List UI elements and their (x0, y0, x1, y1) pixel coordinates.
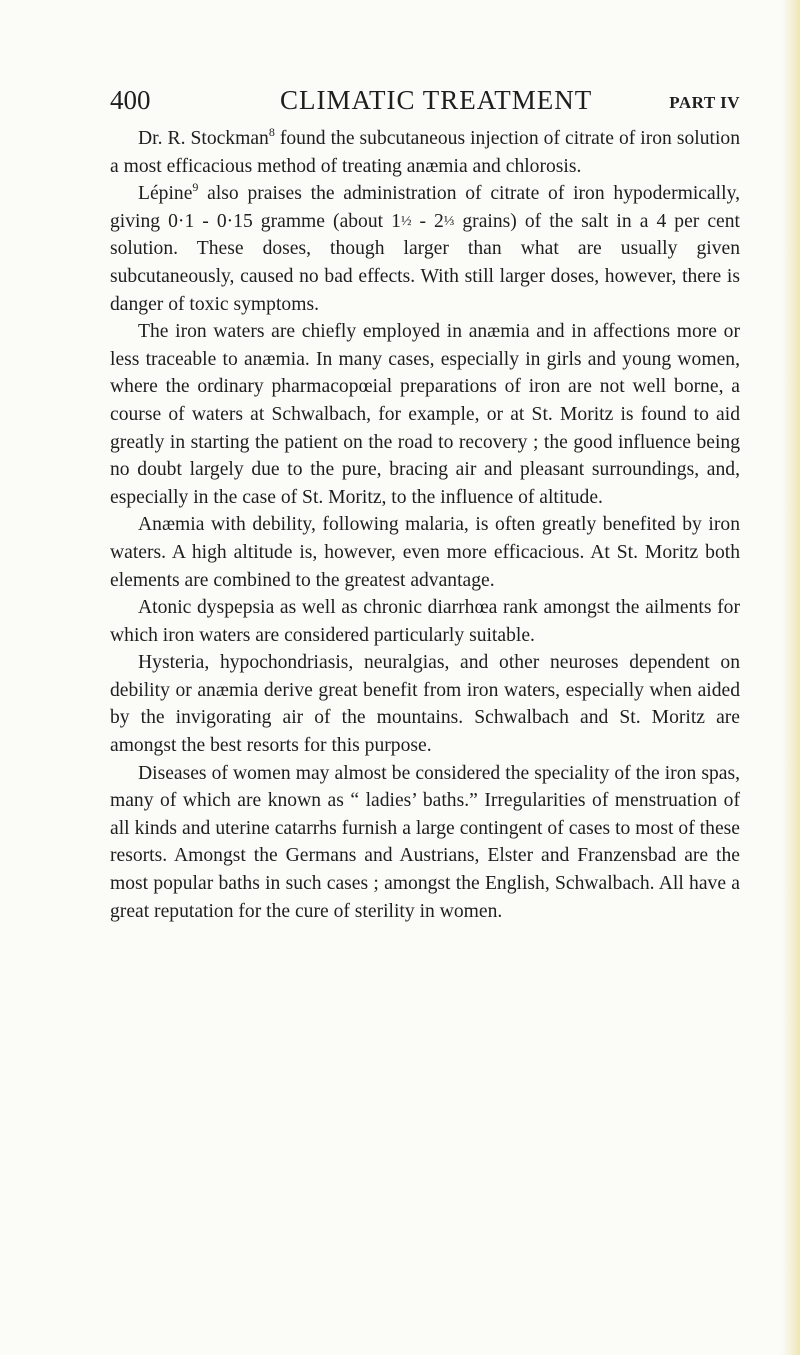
text-run: also praises the administration of citrate of iron hypodermically, giving 0·1 - 0·15 gramme (about 1 (110, 183, 740, 232)
text-run: Hysteria, hypochondriasis, neuralgias, and other neuroses dependent on debility or anæmia derive great benefit from iron waters, especially when aided by the invigorating air of the mountains. Schwalbach and St. Moritz are amongst the best resorts for this purpose. (110, 652, 740, 757)
text-run: grains) of the salt in a 4 per cent solution. These doses, though larger than what are usually given subcutaneously, caused no bad effects. With still larger doses, however, there is danger of toxic symptoms. (110, 210, 740, 315)
paragraph (110, 594, 740, 649)
paragraph (110, 318, 740, 511)
footnote-marker: 9 (192, 180, 199, 195)
running-header (110, 80, 740, 120)
paragraph (110, 125, 740, 180)
text-run: found the subcutaneous injection of citrate of iron solution a most efficacious method of treating anæmia and chlorosis. (110, 128, 740, 177)
part-label: PART IV (669, 93, 740, 112)
text-run: The iron waters are chiefly employed in anæmia and in affections more or less traceable to anæmia. In many cases, especially in girls and young women, where the ordinary pharmacopœial preparations of iron are not well borne, a course of waters at Schwalbach, for example, or at St. Moritz is found to aid greatly in starting the patient on the road to recovery ; the good influence being no doubt largely due to the pure, bracing air and pleasant surroundings, and, especially in the case of St. Moritz, to the influence of altitude. (110, 321, 740, 508)
text-run: Anæmia with debility, following malaria, is often greatly benefited by iron waters. A high altitude is, however, even more efficacious. At St. Moritz both elements are combined to the greatest advantage. (110, 514, 740, 591)
text-run: Diseases of women may almost be considered the speciality of the iron spas, many of which are known as “ ladies’ baths.” Irregularities of menstruation of all kinds and uterine catarrhs furnish a large contingent of cases to most of these resorts. Amongst the Germans and Austrians, Elster and Franzensbad are the most popular baths in such cases ; amongst the English, Schwalbach. All have a great reputation for the cure of sterility in women. (110, 762, 740, 922)
fraction: ½ (400, 213, 412, 229)
text-run: Dr. R. Stockman (138, 128, 269, 149)
page-edge (782, 0, 800, 1355)
text-run: Lépine (138, 183, 193, 205)
fraction: ⅓ (443, 213, 455, 229)
paragraph (110, 760, 740, 926)
page-number: 400 (110, 85, 151, 115)
footnote-marker: 8 (268, 125, 275, 139)
running-title: CLIMATIC TREATMENT (280, 85, 593, 115)
text-run: Atonic dyspepsia as well as chronic diarrhœa rank amongst the ailments for which iron waters are considered particularly suitable. (110, 597, 740, 646)
paragraph (110, 180, 740, 318)
paragraph (110, 511, 740, 594)
body-text (110, 125, 740, 925)
paragraph (110, 649, 740, 759)
text-run: - 2 (411, 210, 444, 232)
